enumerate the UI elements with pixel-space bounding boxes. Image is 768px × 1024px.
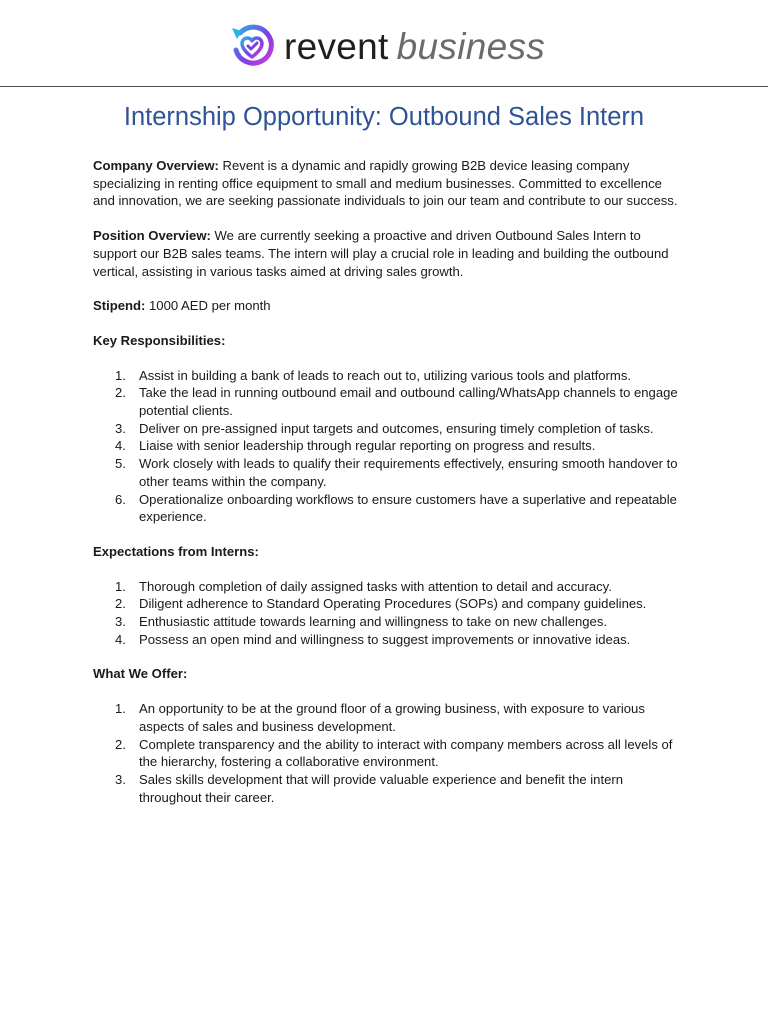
list-number: 2. — [115, 596, 126, 612]
list-item — [93, 491, 683, 526]
list-item — [93, 631, 683, 649]
list-item — [93, 613, 683, 631]
list-number: 1. — [115, 701, 126, 717]
list-text: Deliver on pre-assigned input targets and outcomes, ensuring timely completion of tasks. — [139, 420, 654, 436]
list-number: 1. — [115, 367, 126, 383]
list-text: Enthusiastic attitude towards learning and willingness to take on new challenges. — [139, 614, 608, 630]
expectations-heading: Expectations from Interns: — [93, 543, 259, 559]
brand-primary: revent — [284, 25, 389, 67]
stipend-text: 1000 AED per month — [145, 298, 271, 314]
list-item — [93, 384, 683, 419]
stipend — [93, 297, 683, 315]
list-text: Work closely with leads to qualify their requirements effectively, ensuring smooth handover to other teams within the company. — [139, 456, 678, 489]
list-text: Possess an open mind and willingness to suggest improvements or innovative ideas. — [139, 631, 631, 647]
list-number: 4. — [115, 631, 126, 647]
list-text: Assist in building a bank of leads to reach out to, utilizing various tools and platforms. — [139, 367, 632, 383]
list-number: 6. — [115, 491, 126, 507]
company-overview-text: Revent is a dynamic and rapidly growing B2B device leasing company specializing in renting office equipment to small and medium businesses. Committed to excellence and innovation, we are seeking passionate individuals to join our team and contribute to our success. — [93, 158, 678, 209]
brand-wordmark — [284, 25, 546, 67]
list-text: Thorough completion of daily assigned tasks with attention to detail and accuracy. — [139, 578, 612, 594]
list-text: Liaise with senior leadership through regular reporting on progress and results. — [139, 438, 596, 454]
list-item — [93, 700, 683, 735]
brand-logo — [226, 20, 545, 72]
page-title: Internship Opportunity: Outbound Sales Intern — [123, 103, 645, 131]
responsibilities-list — [93, 367, 683, 526]
list-item — [93, 771, 683, 806]
list-number: 1. — [115, 578, 126, 594]
list-text: An opportunity to be at the ground floor of a growing business, with exposure to various aspects of sales and business development. — [139, 701, 645, 734]
list-item — [93, 455, 683, 490]
company-overview — [93, 157, 683, 210]
list-text: Take the lead in running outbound email and outbound calling/WhatsApp channels to engage potential clients. — [139, 385, 678, 419]
list-number: 3. — [115, 771, 126, 787]
list-item — [93, 578, 683, 596]
position-overview-label: Position Overview: — [93, 228, 211, 244]
list-number: 5. — [115, 456, 126, 472]
list-text: Sales skills development that will provide valuable experience and benefit the intern throughout their career. — [139, 771, 624, 805]
list-number: 2. — [115, 385, 126, 401]
offer-list — [93, 700, 683, 806]
stipend-label: Stipend: — [93, 298, 146, 314]
heart-refresh-icon — [226, 20, 278, 72]
expectations-list — [93, 578, 683, 649]
position-overview-text: We are currently seeking a proactive and driven Outbound Sales Intern to support our B2B sales teams. The intern will play a crucial role in leading and building the outbound vertical, assisting in various tasks aimed at driving sales growth. — [93, 228, 669, 279]
list-item — [93, 595, 683, 613]
list-item — [93, 420, 683, 438]
offer-heading: What We Offer: — [93, 666, 188, 682]
page-header — [0, 0, 768, 87]
document-body — [93, 157, 683, 823]
list-text: Operationalize onboarding workflows to ensure customers have a superlative and repeatable experience. — [139, 491, 677, 525]
list-item — [93, 367, 683, 385]
responsibilities-heading: Key Responsibilities: — [93, 332, 226, 348]
brand-secondary: business — [396, 25, 546, 67]
list-number: 3. — [115, 614, 126, 630]
list-number: 3. — [115, 420, 126, 436]
list-item — [93, 736, 683, 771]
list-text: Diligent adherence to Standard Operating Procedures (SOPs) and company guidelines. — [139, 596, 647, 612]
list-number: 4. — [115, 438, 126, 454]
list-number: 2. — [115, 736, 126, 752]
list-text: Complete transparency and the ability to interact with company members across all levels of the hierarchy, fostering a collaborative environment. — [139, 736, 673, 770]
company-overview-label: Company Overview: — [93, 158, 219, 173]
list-item — [93, 437, 683, 455]
position-overview — [93, 227, 683, 280]
